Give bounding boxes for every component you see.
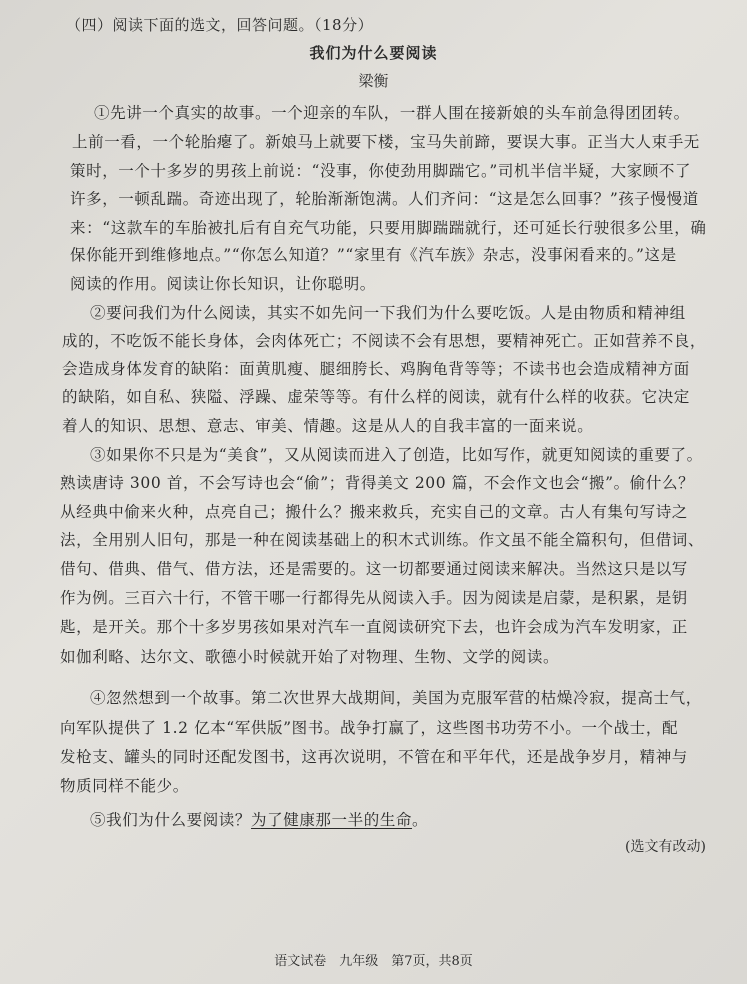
- text-line: 上前一看，一个轮胎瘪了。新娘马上就要下楼，宝马失前蹄，要误大事。正当大人束手无: [72, 133, 700, 151]
- text-line: 法，全用别人旧句，那是一种在阅读基础上的积木式训练。作文虽不能全篇积句，但借词、: [60, 531, 705, 549]
- text-line: 会造成身体发育的缺陷：面黄肌瘦、腿细胯长、鸡胸龟背等等；不读书也会造成精神方面: [62, 360, 690, 378]
- text-line: ①先讲一个真实的故事。一个迎亲的车队，一群人围在接新娘的头车前急得团团转。: [94, 104, 690, 122]
- text-line: 向军队提供了 1.2 亿本“军供版”图书。战争打赢了，这些图书功劳不小。一个战士，配: [60, 719, 679, 737]
- page-footer: 语文试卷 九年级 第7页，共8页: [274, 954, 473, 969]
- closing-line: [90, 808, 428, 830]
- closing-question: ⑤我们为什么要阅读？: [90, 811, 252, 829]
- text-line: 阅读的作用。阅读让你长知识，让你聪明。: [70, 275, 376, 293]
- text-line: 发枪支、罐头的同时还配发图书，这再次说明，不管在和平年代，还是战争岁月，精神与: [60, 748, 688, 766]
- text-line: 熟读唐诗 300 首，不会写诗也会“偷”；背得美文 200 篇，不会作文也会“搬”。偷什么？: [60, 474, 695, 492]
- text-line: 着人的知识、思想、意志、审美、情趣。这是从人的自我丰富的一面来说。: [62, 417, 594, 435]
- text-line: ②要问我们为什么阅读，其实不如先问一下我们为什么要吃饭。人是由物质和精神组: [90, 304, 686, 322]
- source-note: (选文有改动): [625, 839, 706, 855]
- text-line: 作为例。三百六十行，不管干哪一行都得先从阅读入手。因为阅读是启蒙，是积累，是钥: [60, 589, 688, 607]
- text-line: 来：“这款车的车胎被扎后有自充气功能，只要用脚踹踹就行，还可延长行驶很多公里，确: [70, 219, 707, 237]
- text-line: 如伽利略、达尔文、歌德小时候就开始了对物理、生物、文学的阅读。: [60, 648, 560, 666]
- text-line: 许多，一顿乱踹。奇迹出现了，轮胎渐渐饱满。人们齐问：“这是怎么回事？”孩子慢慢道: [70, 190, 699, 208]
- section-heading: （四）阅读下面的选文，回答问题。（18分）: [66, 16, 374, 34]
- text-line: 从经典中偷来火种，点亮自己；搬什么？搬来救兵，充实自己的文章。古人有集句写诗之: [60, 503, 688, 521]
- closing-period: 。: [412, 811, 429, 829]
- text-line: 物质同样不能少。: [60, 777, 189, 795]
- text-line: 匙，是开关。那个十多岁男孩如果对汽车一直阅读研究下去，也许会成为汽车发明家，正: [60, 618, 688, 636]
- article-title: 我们为什么要阅读: [309, 44, 438, 62]
- text-line: 借句、借典、借气、借方法，还是需要的。这一切都要通过阅读来解决。当然这只是以写: [60, 560, 688, 578]
- text-line: ③如果你不只是为“美食”，又从阅读而进入了创造，比如写作，就更知阅读的重要了。: [90, 446, 703, 464]
- text-line: 成的，不吃饭不能长身体，会肉体死亡；不阅读不会有思想，要精神死亡。正如营养不良，: [62, 332, 707, 350]
- text-line: 策时，一个十多岁的男孩上前说：“没事，你使劲用脚踹它。”司机半信半疑，大家顾不了: [70, 162, 692, 180]
- article-author: 梁衡: [358, 72, 389, 90]
- text-line: 的缺陷，如自私、狭隘、浮躁、虚荣等等。有什么样的阅读，就有什么样的收获。它决定: [62, 388, 690, 406]
- text-line: ④忽然想到一个故事。第二次世界大战期间，美国为克服军营的枯燥冷寂，提高士气，: [90, 689, 702, 707]
- text-line: 保你能开到维修地点。”“你怎么知道？”“家里有《汽车族》杂志，没事闲看来的。”这是: [70, 246, 677, 264]
- underlined-answer: 为了健康那一半的生命: [251, 811, 413, 829]
